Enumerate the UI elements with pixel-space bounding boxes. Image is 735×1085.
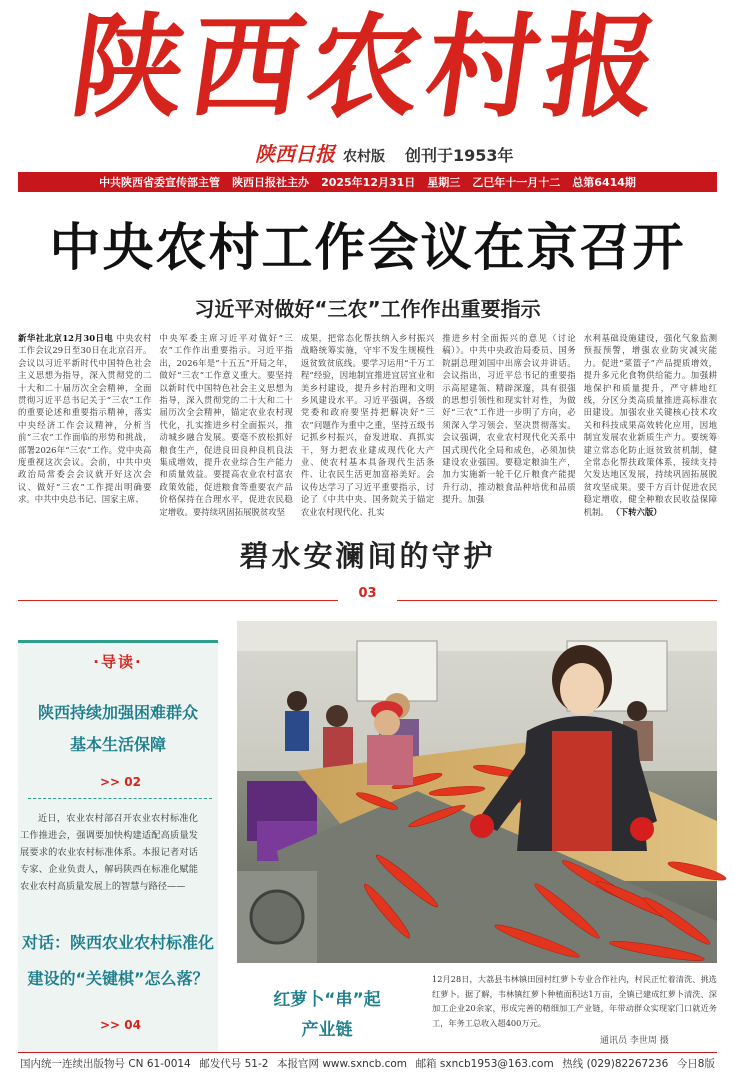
- photo-credit: 通讯员 李世周 摄: [600, 1036, 669, 1046]
- article-column-3: [300, 332, 435, 517]
- guide-item-1-title-line-1[interactable]: 陕西持续加强困难群众: [37, 703, 198, 722]
- hotline-text: 热线 (029)82267236: [562, 1058, 669, 1070]
- column-3-text: 成果，把常态化帮扶纳入乡村振兴战略统筹实施，守牢不发生规模性返贫致贫底线。要学习运用“千万工程”经验，因地制宜推进宜居宜业和美乡村建设，提升乡村治理和文明乡风建设水平。习近平强调，各级党委和政府要坚持把解决好“三农”问题作为重中之重，坚持五级书记抓乡村振兴，奋发进取、真抓实干，努力把农业建成现代化大产业、使农村基本具备现代生活条件、让农民生活更加富裕美好。会议传达学习了习近平重要指示，讨论了《中共中央、国务院关于锚定农业农村现代化、扎实: [300, 333, 435, 517]
- guide-label: ·导读·: [93, 653, 143, 671]
- issue-number: 总第6414期: [572, 176, 636, 189]
- column-4-text: 推进乡村全面振兴的意见（讨论稿）》。中共中央政治局委员、国务院副总理刘国中出席会议并讲话。会议指出，习近平总书记的重要指示高屋建瓴、精辟深邃，具有很强的思想引领性和现实针对性，为做好“三农”工作进一步明了方向，必须深入学习领会、坚决贯彻落实。会议强调，农业农村现代化关系中国式现代化全局和成色，必须加快建设农业强国。要稳定粮油生产，加力实施新一轮千亿斤粮食产能提升行动，推动粮食品种培优和品质提升。加强: [442, 333, 576, 505]
- guide-item-2-page[interactable]: >> 04: [100, 1018, 141, 1032]
- host-text: 陕西日报社主办: [232, 176, 310, 189]
- lead-subhead: 习近平对做好“三农”工作作出重要指示: [194, 297, 541, 321]
- weekday-text: 星期三: [427, 176, 461, 189]
- article-column-1: [18, 332, 151, 506]
- article-column-2: [159, 332, 293, 517]
- photo-caption-title-line-2: 产业链: [301, 1020, 353, 1040]
- photo-caption-text: 12月28日，大荔县韦林镇田园村红萝卜专业合作社内，村民正忙着清洗、挑选红萝卜。据了解，韦林镇红萝卜种植面积达1万亩，全镇已建成红萝卜清洗、深加工企业20余家，形成完善的精细加工产业链，年带动群众实现家门口就近务工，年务工总收入超400万元。: [432, 974, 717, 1028]
- masthead: [0, 2, 735, 133]
- column-1-text: 中央农村工作会议29日至30日在北京召开。会议以习近平新时代中国特色社会主义思想为指导，深入贯彻党的二十大和二十届历次全会精神，全面贯彻习近平总书记关于“三农”工作的重要论述和重要指示精神，落实中央经济工作会议精神，分析当前“三农”工作面临的形势和挑战，部署2026年“三农”工作。党中央高度重视这次会议。会前，中共中央政治局常委会会议就开好这次会议、做好“三农”工作提出明确要求。中共中央总书记、国家主席、: [18, 333, 152, 505]
- feature-page-number[interactable]: 03: [358, 586, 377, 601]
- info-bar: [18, 172, 717, 192]
- sub-logo: 陕西日报: [255, 142, 335, 166]
- footer-bar: [18, 1052, 717, 1074]
- continued-note[interactable]: （下转六版）: [611, 506, 662, 517]
- lunar-date-text: 乙巳年十一月十二: [472, 176, 561, 189]
- column-2-text: 中央军委主席习近平对做好“三农”工作作出重要指示。习近平指出，2026年是“十五五”开局之年，做好“三农”工作意义重大。要坚持以新时代中国特色社会主义思想为指导，深入贯彻党的二十大和二十届历次全会精神，锚定农业农村现代化，扎实推进乡村全面振兴，推动城乡融合发展。要毫不放松抓好粮食生产，促进良田良种良机良法集成增效，提升农业综合生产能力和质量效益。要提高农业农村富农政策效能，促进粮食等重要农产品价格保持在合理水平，促进农民稳定增收。要持续巩固拓展脱贫攻坚: [159, 333, 293, 517]
- postal-code: 邮发代号 51-2: [199, 1058, 269, 1070]
- date-text: 2025年12月31日: [321, 176, 416, 189]
- sub-masthead: [255, 138, 514, 168]
- guide-item-2-title-line-2[interactable]: 建设的“关键棋”怎么落？: [27, 969, 209, 988]
- page-count: 今日8版: [676, 1058, 715, 1070]
- cn-number: 国内统一连续出版物号 CN 61-0014: [20, 1058, 191, 1070]
- photo-illustration: [237, 621, 717, 963]
- lead-headline: 中央农村工作会议在京召开: [49, 219, 686, 278]
- guide-divider: [28, 798, 212, 799]
- sponsor-text: 中共陕西省委宣传部主管: [99, 176, 221, 189]
- article-column-5: [583, 332, 718, 517]
- email-link[interactable]: 邮箱 sxncb1953@163.com: [415, 1058, 554, 1070]
- guide-intro-text: 近日，农业农村部召开农业农村标准化工作推进会，强调要加快构建适配高质量发展要求的农业农村标准体系。本报记者对话专家、企业负责人，解码陕西在标准化赋能农业农村高质量发展上的智慧与路径——: [20, 813, 198, 892]
- founded-label: 创刊于1953年: [405, 146, 514, 165]
- photo-caption-title-line-1: 红萝卜“串”起: [273, 990, 381, 1010]
- guide-item-1-title-line-2[interactable]: 基本生活保障: [69, 735, 166, 754]
- carrot-processing-photo: [237, 621, 717, 963]
- article-column-4: [442, 332, 575, 506]
- guide-item-1-page[interactable]: >> 02: [100, 775, 141, 789]
- lead-article-body: [18, 332, 718, 517]
- website-link[interactable]: 本报官网 www.sxncb.com: [277, 1058, 408, 1070]
- edition-label: 农村版: [343, 149, 385, 165]
- dateline: 新华社北京12月30日电: [18, 333, 114, 343]
- column-5-text: 水利基础设施建设，强化气象监测预报预警，增强农业防灾减灾能力。促进“菜篮子”产品提质增效，提升多元化食物供给能力。加强耕地保护和质量提升，严守耕地红线，分区分类高质量推进高标准农田建设。加强农业关键核心技术攻关和科技成果高效转化应用，因地制宜发展农业新质生产力。要统筹建立常态化防止返贫致贫机制，健全常态化帮扶政策体系，接续支持欠发达地区发展，持续巩固拓展脱贫攻坚成果。要千方百计促进农民稳定增收，健全种粮农民收益保障机制。: [583, 333, 718, 517]
- feature-title[interactable]: 碧水安澜间的守护: [239, 539, 496, 573]
- newspaper-title: 陕西农村报: [63, 2, 672, 133]
- guide-item-2-title-line-1[interactable]: 对话：陕西农业农村标准化: [21, 933, 214, 952]
